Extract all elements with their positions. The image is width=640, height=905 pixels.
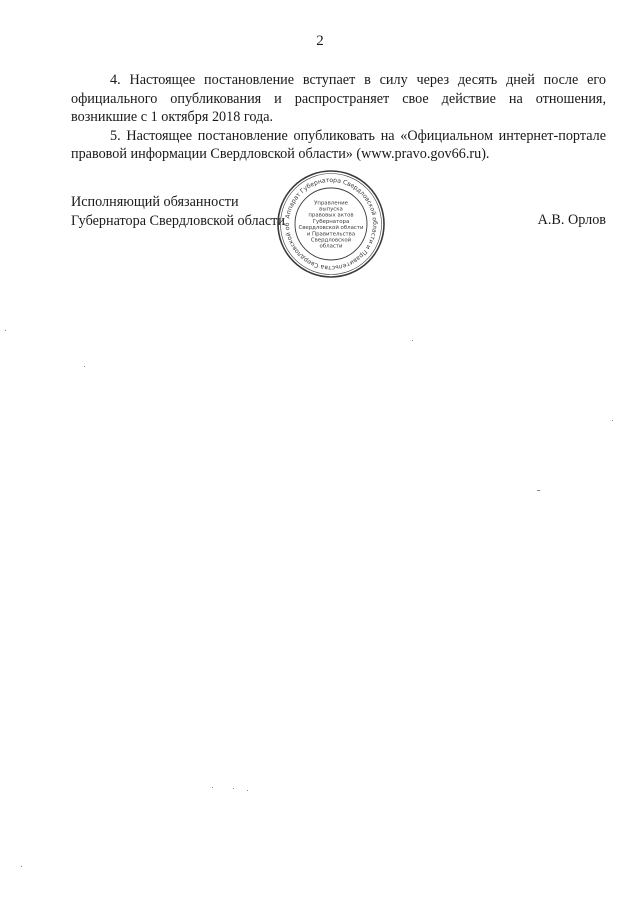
- signatory-position-line1: Исполняющий обязанности: [71, 194, 239, 210]
- stamp-center-line: Губернатора: [312, 218, 350, 225]
- stamp-center-text: [298, 200, 364, 249]
- scan-speck: [5, 330, 6, 331]
- page-number: 2: [316, 33, 324, 49]
- signatory-position: [71, 193, 285, 230]
- stamp-center-line: и Правительства: [306, 231, 356, 238]
- scan-speck: [412, 340, 413, 341]
- signatory-position-line2: Губернатора Свердловской области: [71, 212, 285, 229]
- stamp-center-line: Свердловской: [310, 237, 352, 244]
- scan-speck: [612, 420, 613, 421]
- stamp-center-line: Управление: [314, 200, 348, 207]
- scan-speck: [84, 366, 85, 367]
- paragraph-5: 5. Настоящее постановление опубликовать на «Официальном интернет-портале правовой информации Свердловской области» (www.pravo.gov66.ru).: [71, 127, 606, 162]
- scan-speck: [21, 866, 22, 867]
- signatory-name: А.В. Орлов: [537, 212, 606, 228]
- stamp-center-line: правовых актов: [308, 212, 354, 219]
- paragraph-4: 4. Настоящее постановление вступает в силу через десять дней после его официального опубликования и распространяет свое действие на отношения, возникшие с 1 октября 2018 года.: [71, 72, 606, 125]
- scan-speck: [537, 490, 540, 491]
- scan-speck: [212, 787, 213, 788]
- scan-speck: [233, 788, 234, 789]
- official-stamp: [275, 168, 387, 280]
- stamp-center-line: выпуска: [319, 206, 343, 213]
- stamp-graphic: [275, 168, 387, 280]
- stamp-ring-text: Аппарат Губернатора Свердловской области и Правительства Свердловской об: [283, 176, 379, 272]
- stamp-center-line: области: [319, 243, 343, 250]
- scan-speck: [247, 790, 248, 791]
- document-body: [71, 71, 606, 164]
- stamp-center-line: Свердловской области: [298, 225, 364, 232]
